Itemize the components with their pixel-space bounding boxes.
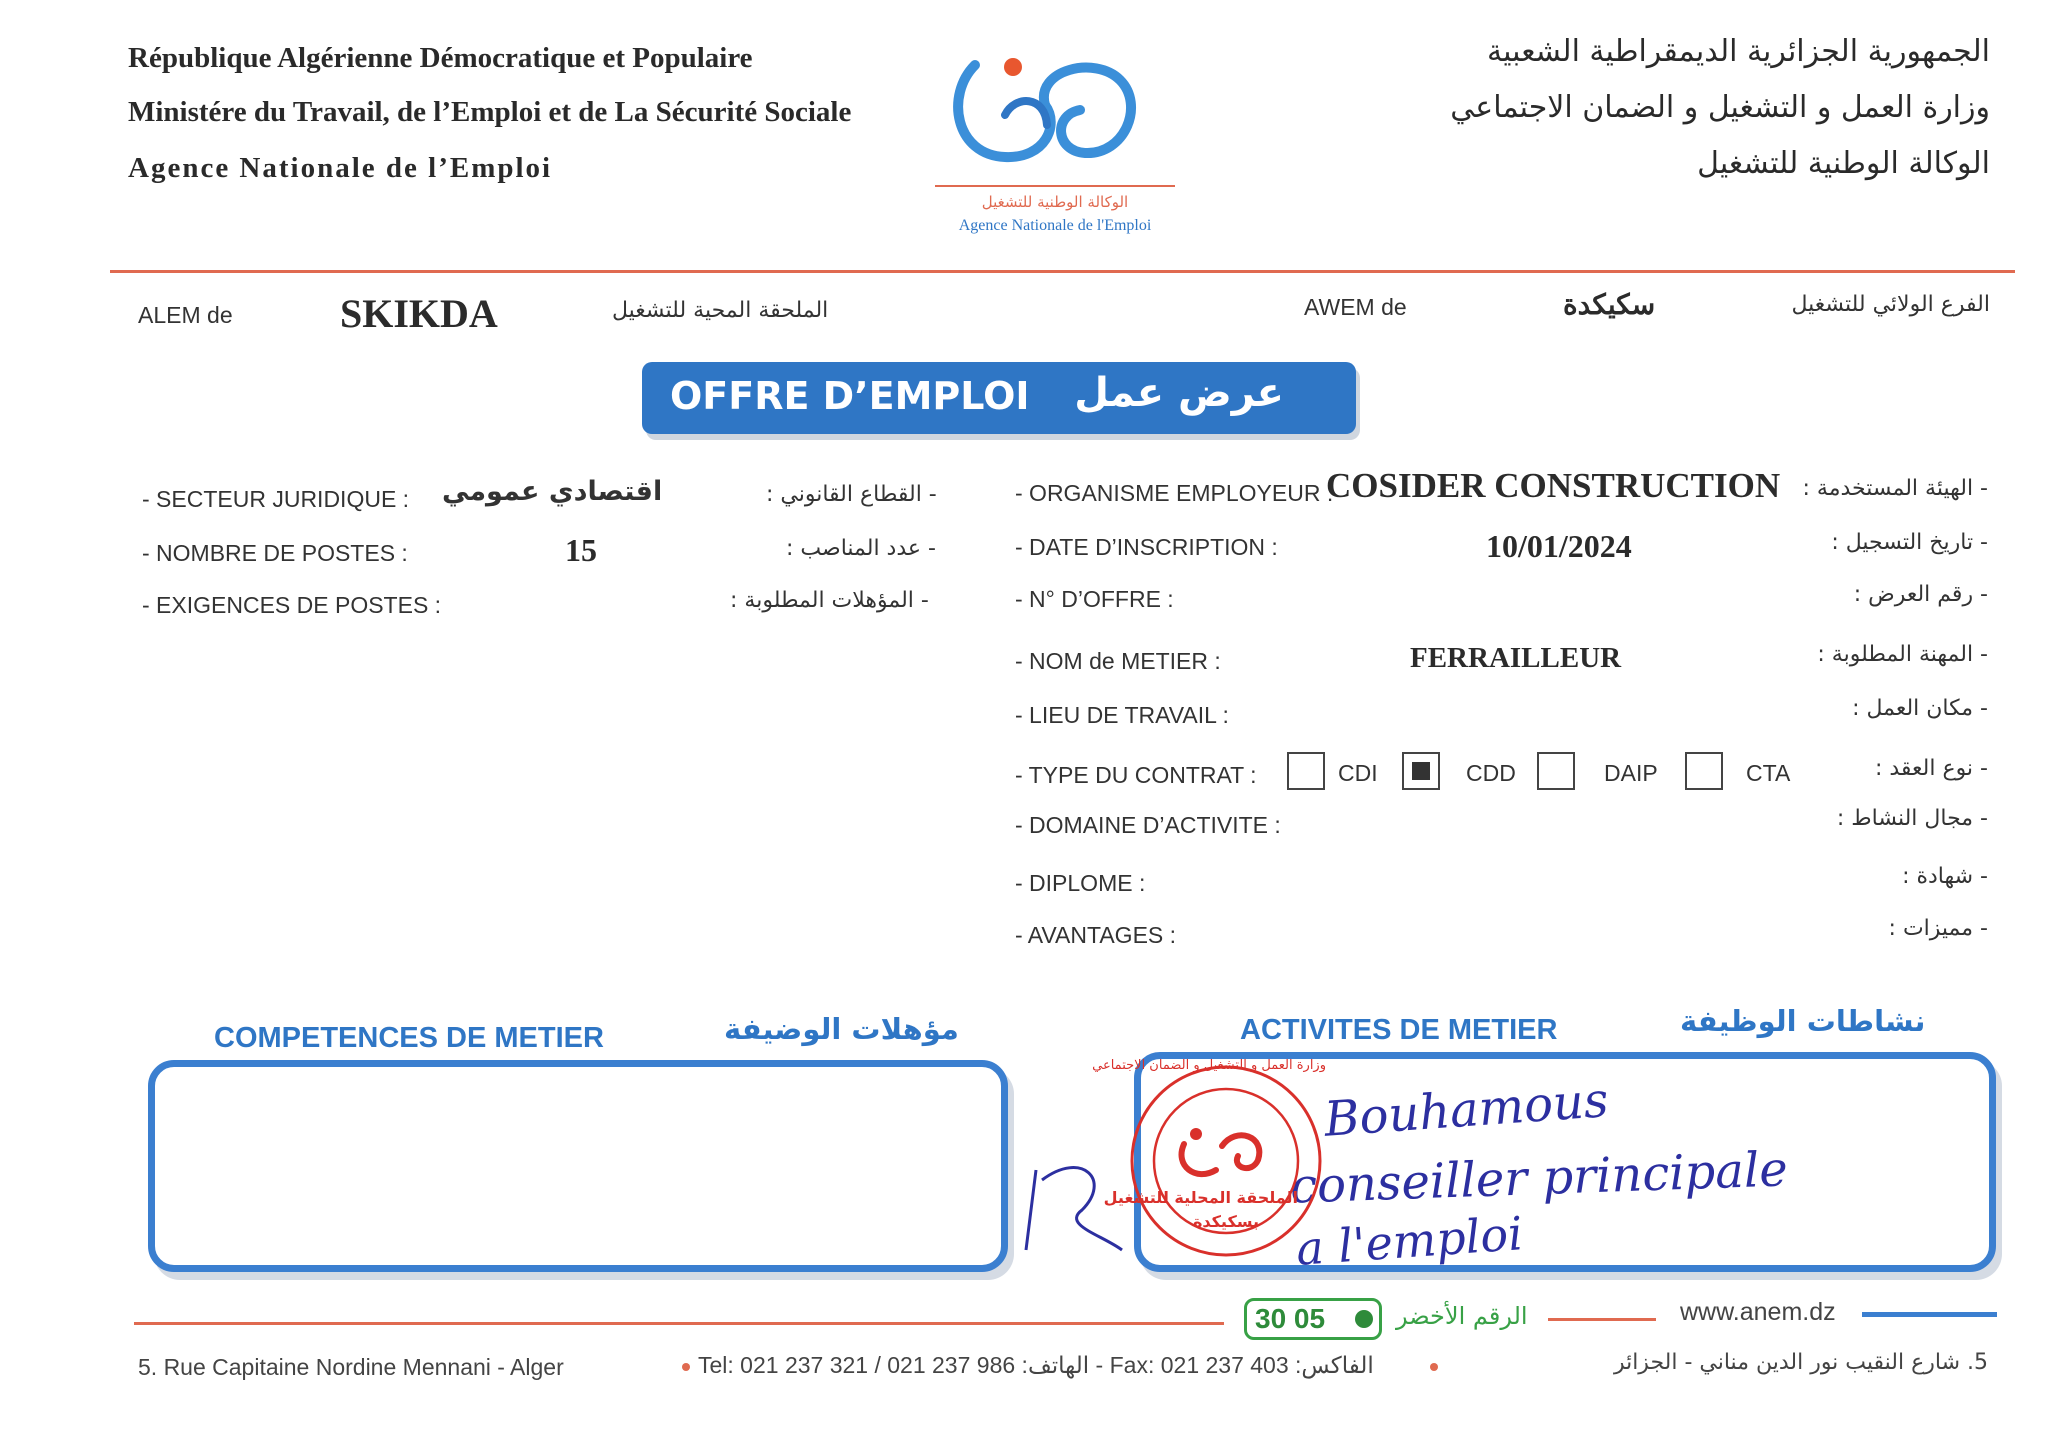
header-fr-line3: Agence Nationale de l’Emploi: [128, 152, 553, 184]
postes-ar-label: - عدد المناصب :: [786, 536, 936, 561]
metier-label: - NOM de METIER :: [1015, 648, 1221, 674]
logo-fr-text: Agence Nationale de l'Emploi: [958, 217, 1152, 234]
handwriting-line3: a l'emploi: [1294, 1206, 1525, 1276]
footer-bullet-1: [682, 1363, 690, 1371]
contrat-cdd-label: CDD: [1466, 760, 1516, 786]
alem-value: SKIKDA: [340, 291, 498, 336]
secteur-ar-label: - القطاع القانوني :: [766, 482, 937, 507]
green-number-box: [1244, 1298, 1382, 1340]
header-fr-line2: Ministére du Travail, de l’Emploi et de La Sécurité Sociale: [128, 96, 852, 128]
stamp-outer-text: وزارة العمل و التشغيل و الضمان الاجتماعي: [1092, 1058, 1326, 1073]
exigences-label: - EXIGENCES DE POSTES :: [142, 592, 442, 618]
stamp-icon: [1092, 1056, 1326, 1266]
offer-banner: [642, 362, 1356, 434]
phone-icon: [1355, 1310, 1373, 1328]
stamp-center-line2: بسكيكدة: [1192, 1212, 1260, 1231]
activites-title-ar: نشاطات الوظيفة: [1680, 1004, 1926, 1038]
competences-title-ar: مؤهلات الوضيفة: [724, 1012, 959, 1046]
diplome-ar-label: - شهادة :: [1902, 864, 1988, 889]
header-divider: [110, 270, 2015, 273]
postes-value: 15: [565, 532, 597, 568]
footer-address-ar: 5. شارع النقيب نور الدين مناني - الجزائر: [1613, 1350, 1988, 1375]
date-ar-label: - تاريخ التسجيل :: [1831, 530, 1988, 555]
footer-rule-blue: [1862, 1312, 1997, 1317]
awem-value: سكيكدة: [1563, 290, 1656, 321]
official-stamp: [1092, 1056, 1326, 1266]
banner-ar: عرض عمل: [1074, 370, 1284, 416]
logo-ar-text: الوكالة الوطنية للتشغيل: [981, 193, 1129, 211]
header-ar-line3: الوكالة الوطنية للتشغيل: [1697, 146, 1990, 181]
contrat-cta-checkbox[interactable]: [1685, 752, 1723, 790]
organisme-label: - ORGANISME EMPLOYEUR :: [1015, 480, 1334, 506]
offre-ar-label: - رقم العرض :: [1853, 582, 1988, 607]
contrat-cta-label: CTA: [1746, 760, 1791, 786]
competences-panel: [148, 1060, 1008, 1272]
lieu-label: - LIEU DE TRAVAIL :: [1015, 702, 1229, 728]
postes-label: - NOMBRE DE POSTES :: [142, 540, 408, 566]
domaine-ar-label: - مجال النشاط :: [1836, 806, 1988, 831]
contrat-cdi-label: CDI: [1338, 760, 1378, 786]
footer-rule-red-short: [1548, 1318, 1656, 1321]
awem-ar-label: الفرع الولائي للتشغيل: [1791, 292, 1990, 317]
metier-ar-label: - المهنة المطلوبة :: [1817, 642, 1988, 667]
competences-title: COMPETENCES DE METIER: [214, 1022, 604, 1054]
handwriting-line1: Bouhamous: [1322, 1072, 1611, 1148]
metier-value: FERRAILLEUR: [1410, 642, 1622, 674]
footer-bullet-2: [1430, 1363, 1438, 1371]
secteur-label: - SECTEUR JURIDIQUE :: [142, 486, 410, 512]
green-number-label: الرقم الأخضر: [1396, 1302, 1528, 1330]
handwriting-line2: conseiller principale: [1289, 1141, 1789, 1215]
awem-label: AWEM de: [1304, 294, 1407, 320]
alem-ar-label: الملحقة المحية للتشغيل: [612, 298, 829, 323]
activites-title: ACTIVITES DE METIER: [1240, 1014, 1558, 1046]
anem-logo-icon: [935, 35, 1175, 185]
date-value: 10/01/2024: [1486, 528, 1632, 564]
avantages-ar-label: - مميزات :: [1888, 916, 1988, 941]
contrat-daip-label: DAIP: [1604, 760, 1658, 786]
stamp-center-line1: الملحقة المحلية للتشغيل: [1103, 1188, 1298, 1207]
header-fr-line1: République Algérienne Démocratique et Populaire: [128, 42, 753, 74]
footer-rule-red: [134, 1322, 1224, 1325]
footer-website[interactable]: www.anem.dz: [1680, 1298, 1836, 1326]
footer-contact: Tel: 021 237 321 / 021 237 986 :الهاتف - Fax: 021 237 403 :الفاكس: [698, 1352, 1374, 1378]
domaine-label: - DOMAINE D’ACTIVITE :: [1015, 812, 1281, 838]
lieu-ar-label: - مكان العمل :: [1852, 696, 1988, 721]
secteur-value: اقتصادي عمومي: [442, 476, 663, 507]
contrat-ar-label: - نوع العقد :: [1874, 756, 1988, 781]
contrat-cdd-checkbox[interactable]: [1402, 752, 1440, 790]
anem-logo: [935, 35, 1175, 245]
green-number: 30 05: [1255, 1303, 1326, 1334]
organisme-value: COSIDER CONSTRUCTION: [1326, 466, 1781, 505]
header-ar-line2: وزارة العمل و التشغيل و الضمان الاجتماعي: [1450, 90, 1990, 125]
banner-fr: OFFRE D’EMPLOI: [670, 374, 1030, 418]
contrat-label: - TYPE DU CONTRAT :: [1015, 762, 1257, 788]
contrat-cdi-checkbox[interactable]: [1287, 752, 1325, 790]
exigences-ar-label: - المؤهلات المطلوبة :: [730, 588, 929, 613]
diplome-label: - DIPLOME :: [1015, 870, 1146, 896]
organisme-ar-label: - الهيئة المستخدمة :: [1802, 476, 1988, 501]
date-label: - DATE D’INSCRIPTION :: [1015, 534, 1278, 560]
alem-label: ALEM de: [138, 302, 233, 328]
header-ar-line1: الجمهورية الجزائرية الديمقراطية الشعبية: [1487, 34, 1990, 69]
footer-address-fr: 5. Rue Capitaine Nordine Mennani - Alger: [138, 1354, 564, 1380]
avantages-label: - AVANTAGES :: [1015, 922, 1177, 948]
contrat-daip-checkbox[interactable]: [1537, 752, 1575, 790]
offre-label: - N° D’OFFRE :: [1015, 586, 1174, 612]
